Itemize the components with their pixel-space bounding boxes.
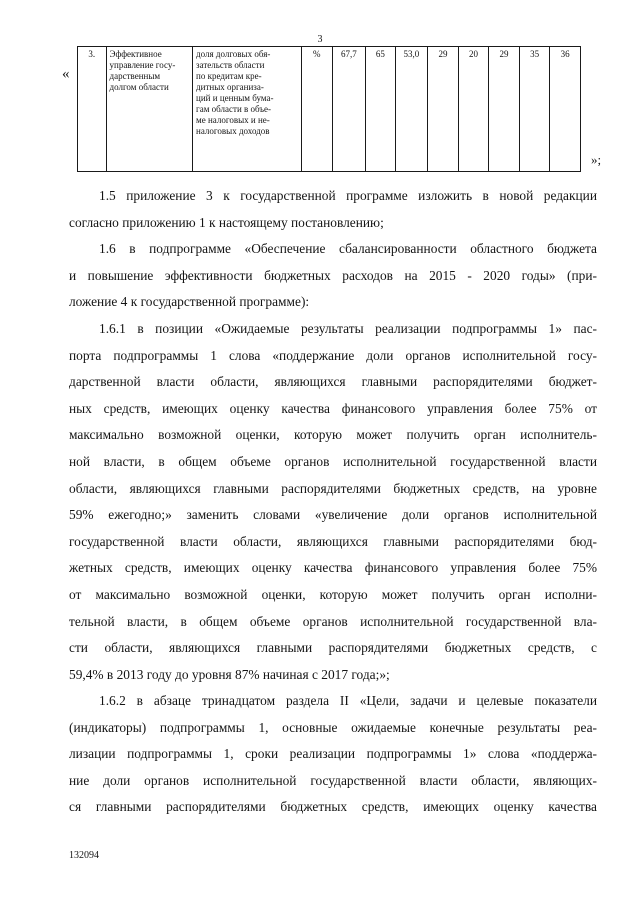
text-line: 1.6.2 в абзаце тринадцатом раздела II «Цели, задачи и целевые показатели <box>99 693 597 708</box>
text-line: 1.6 в подпрограмме «Обеспечение сбалансированности областного бюджета <box>99 241 597 256</box>
table-closing-quote: »; <box>591 152 602 167</box>
indicator-line: дитных организа- <box>196 82 264 92</box>
value-cell: 65 <box>366 47 396 172</box>
text-line: дарственной власти области, являющихся главными распорядителями бюджет- <box>69 374 597 390</box>
text-line: (индикаторы) подпрограммы 1, основные ожидаемые конечные результаты реа- <box>69 719 597 735</box>
indicator-line: ме налоговых и не- <box>196 115 270 125</box>
indicator-line: зательств области <box>196 60 265 70</box>
text-line: от максимально возможной оценки, которую может получить орган исполни- <box>69 586 597 602</box>
unit-cell: % <box>301 47 332 172</box>
indicator-line: доля долговых обя- <box>196 49 271 59</box>
table-opening-quote: « <box>62 66 70 82</box>
text-line: государственной власти области, являющихся главными распорядителями бюд- <box>69 533 597 549</box>
text-line: ных средств, имеющих оценку качества финансового управления более 75% от <box>69 400 597 416</box>
value-cell: 67,7 <box>332 47 366 172</box>
indicator-line: ций и ценным бума- <box>196 93 274 103</box>
paragraph-1-5 <box>69 183 597 236</box>
page-number: 3 <box>317 34 323 45</box>
value-cell: 29 <box>489 47 520 172</box>
row-number-cell: 3. <box>78 47 107 172</box>
text-line: и повышение эффективности бюджетных расходов на 2015 - 2020 годы» (при- <box>69 267 597 283</box>
text-line: области, являющихся главными распорядителями бюджетных средств, на уровне <box>69 480 597 496</box>
indicator-table-excerpt <box>77 46 581 172</box>
value-cell: 20 <box>458 47 489 172</box>
text-line: 59% ежегодно;» заменить словами «увеличение доли органов исполнительной <box>69 507 597 523</box>
row-name-line: дарственным <box>109 71 161 81</box>
row-indicator-cell <box>193 47 302 172</box>
row-name-line: долгом области <box>109 82 169 92</box>
row-name-line: Эффективное <box>109 49 162 59</box>
text-line: 59,4% в 2013 году до уровня 87% начиная с 2017 года;»; <box>69 666 390 682</box>
text-line: жетных средств, имеющих оценку качества финансового управления более 75% <box>69 560 597 576</box>
indicator-line: гам области в объе- <box>196 104 272 114</box>
row-name-cell <box>106 47 193 172</box>
paragraph-1-6-2 <box>69 688 597 821</box>
text-line: ной власти, в общем объеме органов исполнительной государственной власти <box>69 453 597 469</box>
table-row <box>78 47 581 172</box>
text-line: 1.5 приложение 3 к государственной программе изложить в новой редакции <box>99 188 597 203</box>
indicator-line: налоговых доходов <box>196 126 270 136</box>
text-line: ложение 4 к государственной программе): <box>69 294 310 310</box>
value-cell: 36 <box>550 47 581 172</box>
indicator-line: по кредитам кре- <box>196 71 262 81</box>
text-line: тельной власти, в общем объеме органов исполнительной государственной вла- <box>69 613 597 629</box>
row-name-line: управление госу- <box>109 60 176 70</box>
text-line: согласно приложению 1 к настоящему постановлению; <box>69 214 384 230</box>
text-line: порта подпрограммы 1 слова «поддержание доли органов исполнительной госу- <box>69 347 597 363</box>
value-cell: 35 <box>519 47 550 172</box>
paragraph-1-6 <box>69 236 597 316</box>
text-line: лизации подпрограммы 1, сроки реализации подпрограммы 1» слова «поддержа- <box>69 746 597 762</box>
value-cell: 53,0 <box>395 47 428 172</box>
value-cell: 29 <box>428 47 459 172</box>
text-line: ся главными распорядителями бюджетных средств, имеющих оценку качества <box>69 799 597 815</box>
text-line: максимально возможной оценки, которую может получить орган исполнитель- <box>69 427 597 443</box>
text-line: 1.6.1 в позиции «Ожидаемые результаты реализации подпрограммы 1» пас- <box>99 321 597 336</box>
text-line: ние доли органов исполнительной государственной власти области, являющих- <box>69 772 597 788</box>
paragraph-1-6-1 <box>69 316 597 688</box>
document-code: 132094 <box>69 850 99 861</box>
text-line: сти области, являющихся главными распорядителями бюджетных средств, с <box>69 640 597 656</box>
